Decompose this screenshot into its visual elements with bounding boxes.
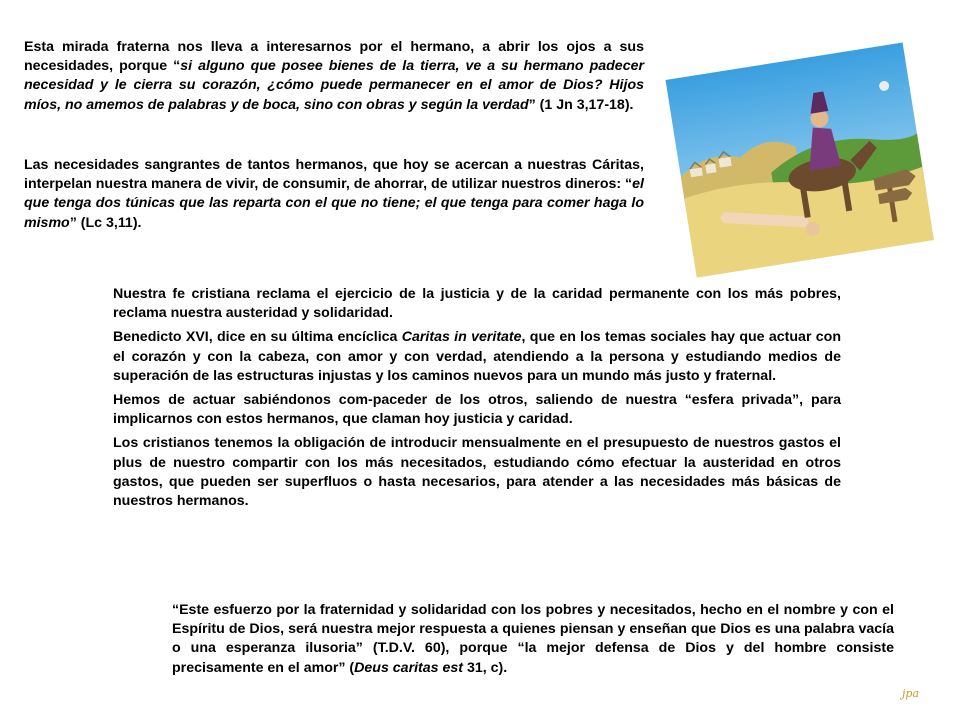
quote-luke: el que tenga dos túnicas que las reparta con el que no tiene; el que tenga para comer haga lo mismo [24, 176, 644, 231]
paragraph-solidarity-gaze: Esta mirada fraterna nos lleva a interesarnos por el hermano, a abrir los ojos a sus necesidades, porque “si alguno que posee bienes de la tierra, ve a su hermano padecer necesidad y le cierra su corazón, ¿cómo puede permanecer en el amor de Dios? Hijos míos, no amemos de palabras y de boca, sino con obras y según la verdad” (1 Jn 3,17-18). [24, 39, 644, 113]
encyclical-title: Caritas in veritate [401, 329, 522, 346]
village-house-3 [718, 157, 731, 168]
tilted-card [656, 40, 943, 285]
paragraph-caritas-needs: Las necesidades sangrantes de tantos hermanos, que hoy se acercan a nuestras Cáritas, interpelan nuestra manera de vivir, de consumir, de ahorrar, de utilizar nuestros dineros: “el que tenga dos túnicas que las reparta con el que no tiene; el que tenga para comer haga lo mismo” (Lc 3,11). [24, 157, 644, 231]
quote-1-john: si alguno que posee bienes de la tierra, ve a su hermano padecer necesidad y le cierra su corazón, ¿cómo puede permanecer en el amor de Dios? Hijos míos, no amemos de palabras y de boca, sino con obras y según la verdad [24, 58, 644, 113]
village-house-2 [705, 163, 716, 173]
good-samaritan-illustration [650, 40, 950, 285]
deus-caritas-title: Deus caritas est [354, 659, 463, 676]
author-signature: jpa [902, 687, 920, 700]
paragraph-faith-justice: Nuestra fe cristiana reclama el ejercicio de la justicia y de la caridad permanente con los más pobres, reclama nuestra austeridad y solidaridad. [113, 286, 841, 322]
closing-quote: “Este esfuerzo por la fraternidad y solidaridad con los pobres y necesitados, hecho en el nombre y con el Espíritu de Dios, será nuestra mejor respuesta a quienes piensan y enseñan que Dios es una palabra vacía o una esperanza ilusoria” (T.D.V. 60), porque “la mejor defensa de Dios y del hombre consiste precisamente en el amor” (Deus caritas est 31, c). [172, 602, 894, 676]
paragraph-obligation: Los cristianos tenemos la obligación de introducir mensualmente en el presupuesto de nuestros gastos el plus de nuestro compartir con los más necesitados, estudiando cómo efectuar la austeridad en otros gastos, que pueden ser superfluos o hasta necesarios, para atender a las necesidades más básicas de nuestros hermanos. [113, 435, 841, 510]
paragraph-benedict: Benedicto XVI, dice en su última encíclica Caritas in veritate, que en los temas sociales hay que actuar con el corazón y con la cabeza, con amor y con verdad, atendiendo a la persona y estudiando medios de superación de las estructuras injustas y los caminos nuevos para un mundo más justo y fraternal. [113, 329, 841, 384]
paragraph-private-sphere: Hemos de actuar sabiéndonos com-paceder de los otros, saliendo de nuestra “esfera privada”, para implicarnos con estos hermanos, que claman hoy justicia y caridad. [113, 392, 841, 428]
body-section [113, 285, 841, 516]
